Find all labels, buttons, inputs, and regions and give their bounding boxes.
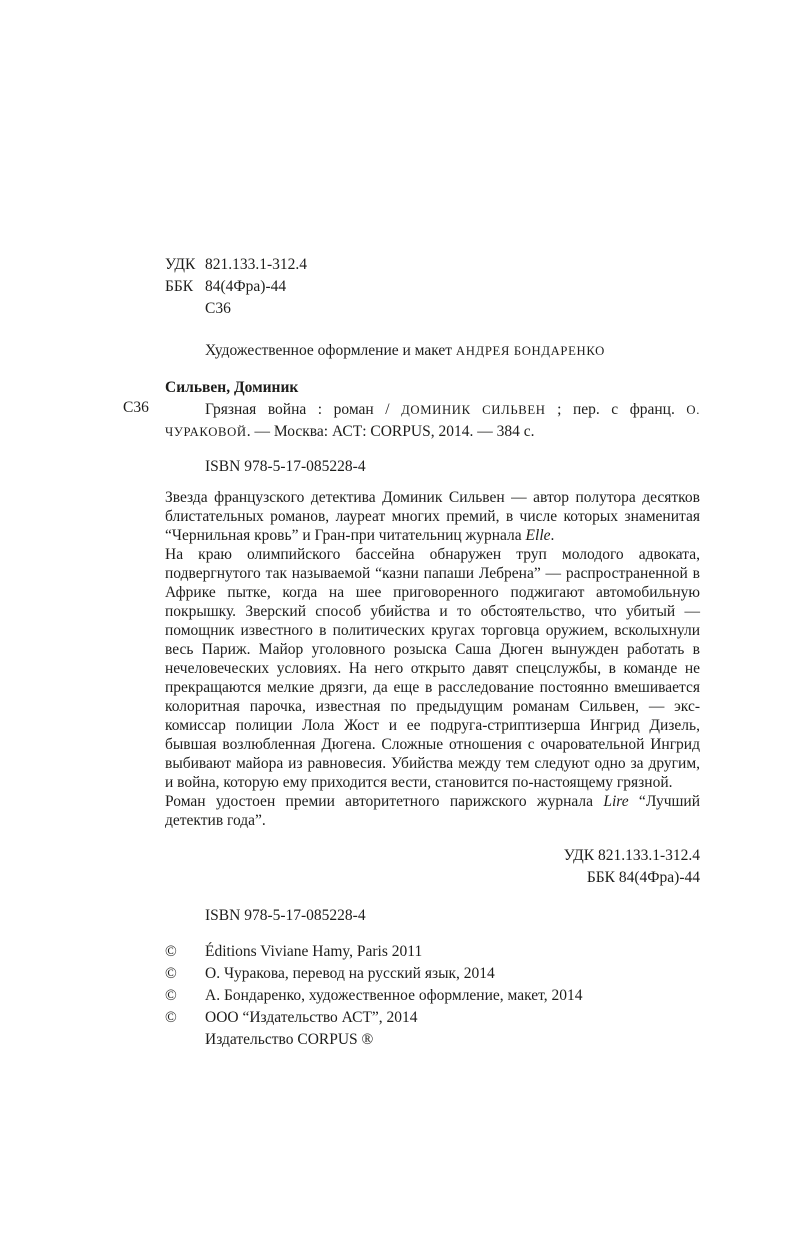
- copyright-text: Éditions Viviane Hamy, Paris 2011: [205, 943, 423, 960]
- bbk-right: ББК 84(4Фра)-44: [586, 869, 700, 886]
- udk-label: УДК: [165, 256, 196, 273]
- copyright-item: [165, 1029, 700, 1051]
- design-credit: Художественное оформление и макет АНДРЕЯ БОНДАРЕНКО: [205, 342, 605, 359]
- copyright-item: [165, 941, 700, 963]
- author-sign-top: С36: [205, 300, 231, 317]
- udk-value: 821.133.1-312.4: [205, 256, 308, 273]
- copyright-symbol: ©: [165, 965, 177, 982]
- copyright-item: [165, 963, 700, 985]
- catalog-author-header: Сильвен, Доминик: [165, 379, 299, 396]
- bbk-row: [165, 276, 700, 298]
- copyright-list: [165, 941, 700, 1051]
- copyright-symbol: ©: [165, 943, 177, 960]
- catalog-description: Грязная война : роман / ДОМИНИК СИЛЬВЕН ; пер. с франц. О. ЧУРАКОВОЙ. — Москва: АСТ: CORPUS, 2014. — 384 с.: [165, 401, 701, 440]
- copyright-text: ООО “Издательство АСТ”, 2014: [205, 1009, 418, 1026]
- copyright-symbol: [165, 1029, 205, 1051]
- catalog-author-sign: С36: [123, 399, 149, 416]
- annotation-paragraph: На краю олимпийского бассейна обнаружен труп молодого адвоката, подвергнутого так называемой “казни папаши Лебрена” — распространенной в Африке пытке, когда на шее приговоренного поджигают автомобильную покрышку. Зверский способ убийства и то обстоятельство, что убитый — помощник известного в политических кругах торговца оружием, всколыхнули весь Париж. Майор уголовного розыска Саша Дюген вынужден работать в нечеловеческих условиях. На него открыто давят спецслужбы, в команде не прекращаются мелкие дрязги, да еще в расследование постоянно вмешивается колоритная парочка, известная по предыдущим романам Сильвен, — экс-комиссар полиции Лола Жост и ее подруга-стриптизерша Ингрид Дизель, бывшая возлюбленная Дюгена. Сложные отношения с очаровательной Ингрид выбивают майора из равновесия. Убийства между тем следуют одно за другим, и война, которую ему приходится вести, становится по-настоящему грязной.: [165, 546, 700, 791]
- copyright-item: [165, 1007, 700, 1029]
- udk-row: [165, 254, 700, 276]
- copyright-text: А. Бондаренко, художественное оформление, макет, 2014: [205, 987, 583, 1004]
- annotation-paragraph: Роман удостоен премии авторитетного парижского журнала Lire “Лучший детектив года”.: [165, 793, 701, 829]
- classification-top-block: [165, 254, 700, 320]
- annotation: [165, 488, 700, 830]
- bbk-label: ББК: [165, 278, 194, 295]
- copyright-text: О. Чуракова, перевод на русский язык, 2014: [205, 965, 495, 982]
- copyright-text: Издательство CORPUS ®: [205, 1031, 374, 1048]
- isbn-top: ISBN 978-5-17-085228-4: [205, 458, 366, 475]
- copyright-item: [165, 985, 700, 1007]
- classification-right-block: [165, 845, 700, 889]
- copyright-symbol: ©: [165, 1009, 177, 1026]
- annotation-paragraph: Звезда французского детектива Доминик Сильвен — автор полутора десятков блистательных романов, лауреат многих премий, в числе которых знаменитая “Чернильная кровь” и Гран-при читательниц журнала Elle.: [165, 489, 700, 544]
- bbk-value: 84(4Фра)-44: [205, 278, 287, 295]
- catalog-card: [123, 377, 701, 443]
- copyright-symbol: ©: [165, 987, 177, 1004]
- udk-right: УДК 821.133.1-312.4: [563, 847, 700, 864]
- isbn-bottom: ISBN 978-5-17-085228-4: [205, 907, 366, 924]
